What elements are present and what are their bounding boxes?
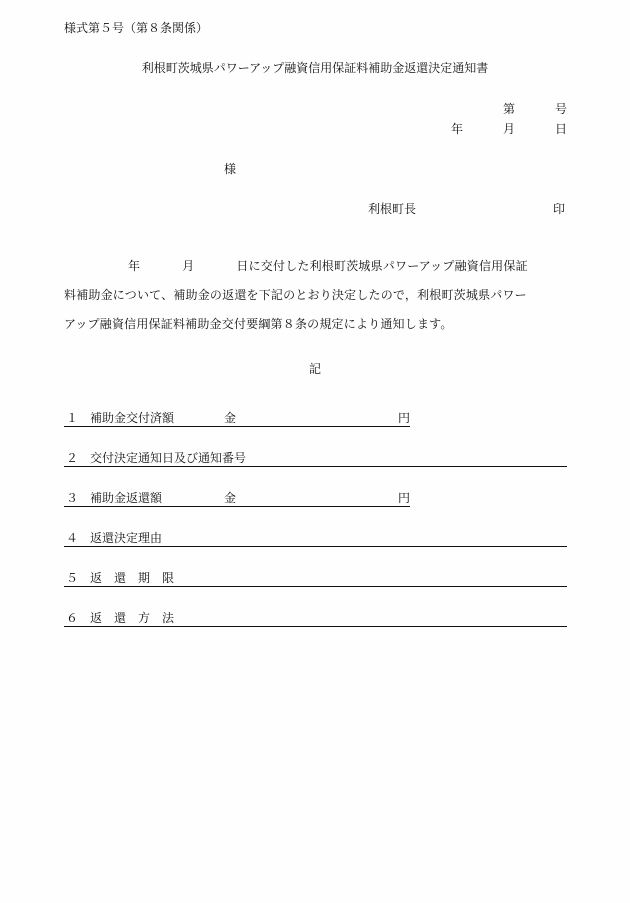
form-label: 様式第５号（第８条関係） [64, 21, 209, 35]
item-label: 補助金交付済額 [90, 411, 175, 425]
document-title: 利根町茨城県パワーアップ融資信用保証料補助金返還決定通知書 [141, 61, 489, 75]
item-notice-date-number [64, 450, 567, 466]
issuer-name: 利根町長 [368, 202, 417, 216]
fill-line [64, 586, 567, 587]
seal-mark: 印 [553, 202, 566, 216]
item-refund-reason [64, 530, 567, 546]
item-number: ５ [66, 571, 79, 585]
item-label: 返 還 方 法 [90, 611, 175, 625]
item-number: ２ [66, 451, 79, 465]
body-line-1 [64, 252, 568, 281]
item-granted-amount [64, 410, 410, 426]
fill-line [64, 626, 567, 627]
notice-body [64, 252, 568, 339]
item-label: 返還決定理由 [90, 531, 163, 545]
reference-dai: 第 [502, 102, 515, 116]
body-line-3: アップ融資信用保証料補助金交付要綱第８条の規定により通知します。 [64, 317, 453, 331]
item-number: １ [66, 411, 79, 425]
fill-line [64, 466, 567, 467]
reference-number-line [0, 101, 567, 117]
date-day: 日 [554, 122, 567, 136]
item-yen: 円 [398, 491, 411, 505]
item-refund-method [64, 610, 567, 626]
item-number: ６ [66, 611, 79, 625]
item-kin: 金 [224, 411, 237, 425]
recipient-honorific: 様 [224, 162, 237, 176]
date-month: 月 [502, 122, 515, 136]
item-label: 返 還 期 限 [90, 571, 175, 585]
item-yen: 円 [398, 411, 411, 425]
reference-go: 号 [554, 102, 567, 116]
body-month: 月 [182, 259, 195, 273]
item-kin: 金 [224, 491, 237, 505]
fill-line [64, 506, 410, 507]
item-refund-amount [64, 490, 410, 506]
item-label: 補助金返還額 [90, 491, 163, 505]
ki-heading: 記 [308, 362, 321, 376]
body-year: 年 [128, 259, 141, 273]
date-year: 年 [450, 122, 463, 136]
item-number: ４ [66, 531, 79, 545]
fill-line [64, 426, 410, 427]
fill-line [64, 546, 567, 547]
item-refund-deadline [64, 570, 567, 586]
reference-date-line [0, 121, 567, 137]
body-line-2: 料補助金について、補助金の返還を下記のとおり決定したので，利根町茨城県パワー [64, 288, 527, 302]
item-number: ３ [66, 491, 79, 505]
body-line-1-rest: 日に交付した利根町茨城県パワーアップ融資信用保証 [236, 259, 528, 273]
item-label: 交付決定通知日及び通知番号 [90, 451, 247, 465]
